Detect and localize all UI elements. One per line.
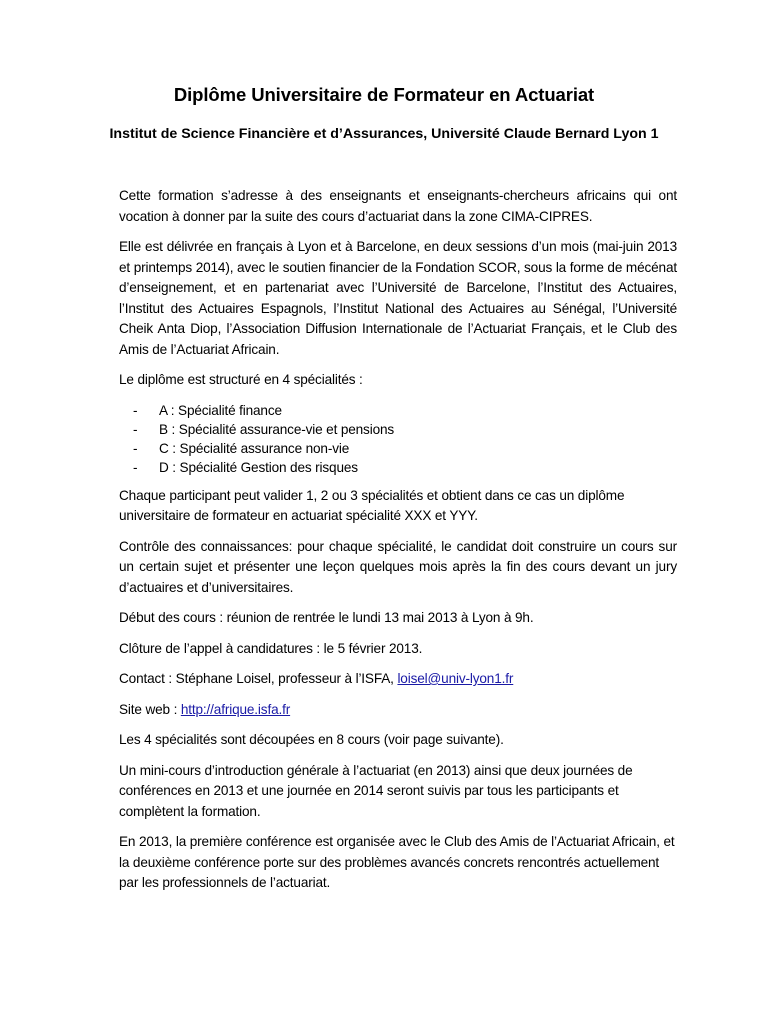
document-subtitle: Institut de Science Financière et d’Assurances, Université Claude Bernard Lyon 1 [109, 126, 659, 142]
site-url-link[interactable]: http://afrique.isfa.fr [180, 701, 291, 717]
paragraph-contact [119, 669, 677, 690]
specialite-c: C : Spécialité assurance non-vie [159, 440, 350, 456]
paragraph-structure: Le diplôme est structuré en 4 spécialités : [119, 372, 363, 387]
list-item [119, 439, 677, 458]
list-dash: - [133, 459, 138, 475]
site-label: Site web : [119, 701, 181, 717]
specialite-b: B : Spécialité assurance-vie et pensions [159, 421, 395, 437]
list-item [119, 401, 677, 420]
list-dash: - [133, 421, 138, 437]
paragraph-mini-cours: Un mini-cours d’introduction générale à l’actuariat (en 2013) ainsi que deux journées de conférences en 2013 et une journée en 2014 seront suivis par tous les participants et complètent la formation. [119, 762, 633, 819]
list-dash: - [133, 440, 138, 456]
specialite-a: A : Spécialité finance [159, 402, 282, 418]
document-title: Diplôme Universitaire de Formateur en Actuariat [173, 84, 595, 105]
paragraph-intro: Cette formation s’adresse à des enseignants et enseignants-chercheurs africains qui ont vocation à donner par la suite des cours d’actuariat dans la zone CIMA-CIPRES. [119, 188, 677, 224]
list-dash: - [133, 402, 138, 418]
paragraph-site [119, 700, 677, 721]
list-item [119, 420, 677, 439]
contact-label: Contact : Stéphane Loisel, professeur à l’ISFA, [119, 671, 398, 686]
specialite-d: D : Spécialité Gestion des risques [159, 459, 358, 475]
paragraph-controle: Contrôle des connaissances: pour chaque spécialité, le candidat doit construire un cours sur un certain sujet et présenter une leçon quelques mois après la fin des cours devant un jury d’actuaires et d’universitaires. [119, 538, 677, 595]
contact-email-link[interactable]: loisel@univ-lyon1.fr [397, 671, 514, 686]
paragraph-delivery: Elle est délivrée en français à Lyon et à Barcelone, en deux sessions d’un mois (mai-juin 2013 et printemps 2014), avec le soutien financier de la Fondation SCOR, sous la forme de mécénat d’enseignement, et en partenariat avec l’Université de Barcelone, l’Institut des Actuaires, l’Institut des Actuaires Espagnols, l’Institut National des Actuaires au Sénégal, l’Université Cheik Anta Diop, l’Association Diffusion Internationale de l’Actuariat Français, et le Club des Amis de l’Actuariat Africain. [119, 239, 677, 357]
document-body [119, 186, 677, 904]
paragraph-cloture: Clôture de l’appel à candidatures : le 5 février 2013. [119, 640, 423, 656]
paragraph-validation: Chaque participant peut valider 1, 2 ou 3 spécialités et obtient dans ce cas un diplôme universitaire de formateur en actuariat spécialité XXX et YYY. [119, 487, 625, 523]
paragraph-debut: Début des cours : réunion de rentrée le lundi 13 mai 2013 à Lyon à 9h. [119, 610, 534, 625]
specialites-list [119, 401, 677, 477]
list-item [119, 458, 677, 477]
paragraph-conference: En 2013, la première conférence est organisée avec le Club des Amis de l’Actuariat Africain, et la deuxième conférence porte sur des problèmes avancés concrets rencontrés actuellement par les professionnels de l’actuariat. [119, 834, 675, 890]
paragraph-cours: Les 4 spécialités sont découpées en 8 cours (voir page suivante). [119, 732, 504, 747]
